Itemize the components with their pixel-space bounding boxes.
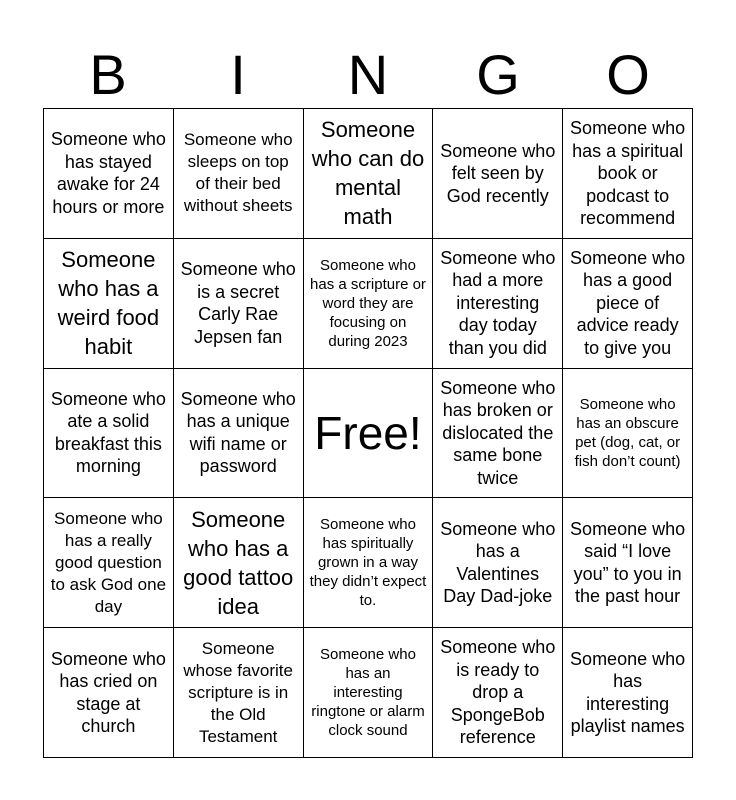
bingo-cell[interactable]: Someone who has a really good question to ask God one day — [44, 498, 174, 628]
header-letter-b: B — [89, 43, 127, 106]
bingo-cell[interactable]: Someone who felt seen by God recently — [433, 109, 563, 239]
header-letter-i: I — [230, 43, 246, 106]
bingo-cell[interactable]: Someone who has interesting playlist names — [563, 628, 693, 758]
bingo-cell[interactable]: Someone who said “I love you” to you in the past hour — [563, 498, 693, 628]
bingo-cell[interactable]: Someone who has cried on stage at church — [44, 628, 174, 758]
bingo-cell[interactable]: Someone who has an interesting ringtone or alarm clock sound — [304, 628, 434, 758]
bingo-cell[interactable]: Someone who has stayed awake for 24 hours or more — [44, 109, 174, 239]
bingo-cell[interactable]: Someone who has a unique wifi name or password — [174, 369, 304, 499]
bingo-cell[interactable]: Someone who has spiritually grown in a way they didn’t expect to. — [304, 498, 434, 628]
bingo-card — [43, 108, 693, 758]
bingo-cell[interactable]: Someone who has a good piece of advice ready to give you — [563, 239, 693, 369]
bingo-cell[interactable]: Someone who has a scripture or word they are focusing on during 2023 — [304, 239, 434, 369]
bingo-header — [43, 42, 693, 108]
bingo-cell[interactable]: Someone who has a good tattoo idea — [174, 498, 304, 628]
bingo-cell[interactable]: Someone who has a spiritual book or podcast to recommend — [563, 109, 693, 239]
bingo-cell[interactable]: Someone who had a more interesting day today than you did — [433, 239, 563, 369]
bingo-cell[interactable]: Someone who has a Valentines Day Dad-joke — [433, 498, 563, 628]
bingo-cell[interactable]: Someone who sleeps on top of their bed without sheets — [174, 109, 304, 239]
bingo-cell[interactable]: Someone who has an obscure pet (dog, cat, or fish don’t count) — [563, 369, 693, 499]
bingo-cell[interactable]: Someone who is ready to drop a SpongeBob reference — [433, 628, 563, 758]
bingo-cell[interactable]: Someone who has a weird food habit — [44, 239, 174, 369]
free-space[interactable]: Free! — [304, 369, 434, 499]
header-letter-g: G — [476, 43, 520, 106]
header-letter-o: O — [606, 43, 650, 106]
bingo-cell[interactable]: Someone whose favorite scripture is in the Old Testament — [174, 628, 304, 758]
header-letter-n: N — [347, 43, 389, 106]
bingo-cell[interactable]: Someone who is a secret Carly Rae Jepsen fan — [174, 239, 304, 369]
bingo-cell[interactable]: Someone who ate a solid breakfast this morning — [44, 369, 174, 499]
bingo-cell[interactable]: Someone who has broken or dislocated the same bone twice — [433, 369, 563, 499]
bingo-cell[interactable]: Someone who can do mental math — [304, 109, 434, 239]
